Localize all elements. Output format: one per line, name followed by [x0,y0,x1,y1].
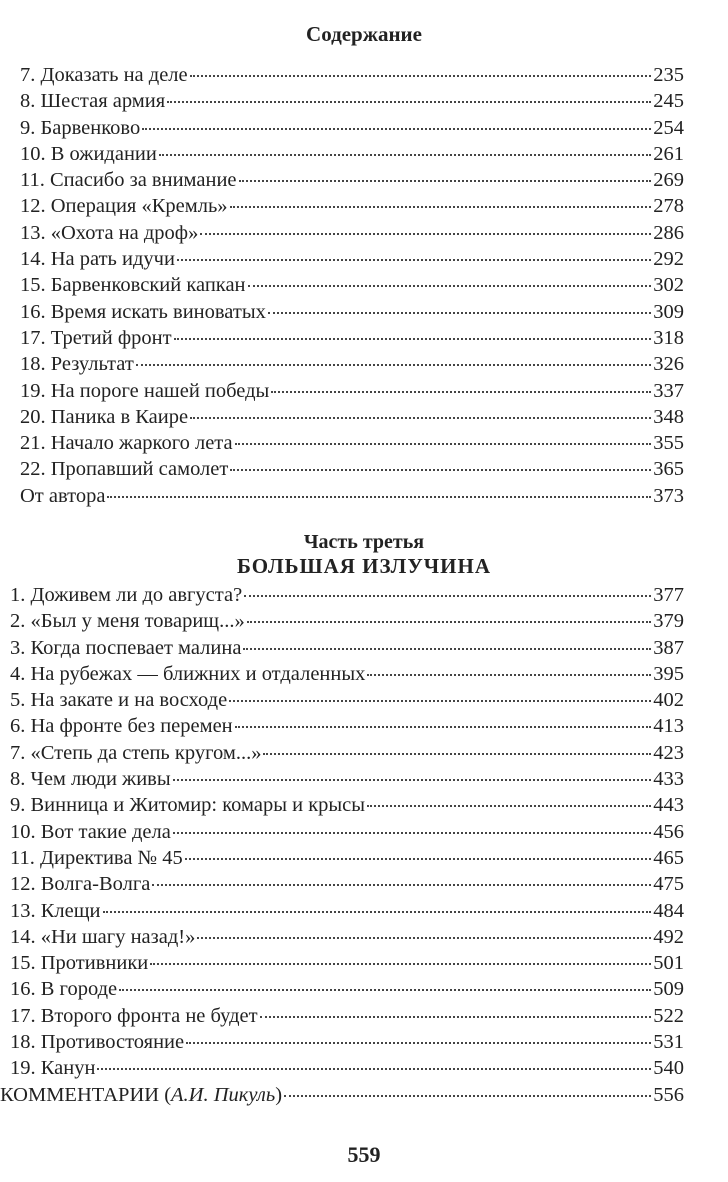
dot-leader [190,75,652,77]
dot-leader [190,417,651,419]
part-title: БОЛЬШАЯ ИЗЛУЧИНА [236,554,491,578]
toc-entry-title: 5. На закате и на восходе [10,689,228,712]
toc-entry [20,325,684,351]
toc-entry-page: 509 [653,978,684,1001]
dot-leader [248,285,652,287]
toc-entry [20,141,684,167]
dot-leader [152,884,651,886]
toc-entry [20,456,684,482]
comments-author: А.И. Пикуль [171,1083,276,1106]
toc-entry [10,740,684,766]
toc-entry-title: 14. «Ни шагу назад!» [10,925,196,948]
toc-entry-page: 475 [653,873,684,896]
toc-entry-title: 8. Чем люди живы [10,768,171,791]
toc-entry-page: 402 [653,689,684,712]
toc-entry-page: 413 [653,715,684,738]
toc-entry [20,88,684,114]
dot-leader [173,832,651,834]
toc-entry-title: 19. Канун [10,1057,96,1080]
dot-leader [239,180,652,182]
toc-entry-title: 21. Начало жаркого лета [20,432,233,455]
toc-entry-title: 19. На пороге нашей победы [20,379,270,402]
dot-leader [268,312,651,314]
toc-entry-page: 245 [653,90,684,113]
dot-leader [186,1042,651,1044]
toc-entry [10,976,684,1002]
toc-entry-page: 373 [653,484,684,507]
toc-entry-title: 12. Операция «Кремль» [20,195,228,218]
comments-prefix: КОММЕНТАРИИ ( [0,1083,172,1106]
dot-leader [150,963,651,965]
dot-leader [263,753,651,755]
toc-entry [10,898,684,924]
dot-leader [247,621,652,623]
toc-entry-title: 20. Паника в Каире [20,405,189,428]
page-number: 559 [347,1142,381,1167]
toc-entry-title: 17. Второго фронта не будет [10,1004,258,1027]
dot-leader [229,700,651,702]
toc-entry-title: 16. В городе [10,978,118,1001]
toc-entry-page: 433 [653,768,684,791]
toc-entry-title: 6. На фронте без перемен [10,715,233,738]
running-head: Содержание [306,22,422,46]
dot-leader [103,911,652,913]
toc-entry-page: 395 [653,662,684,685]
toc-entry-title: 3. Когда поспевает малина [10,636,242,659]
toc-entry-title: 8. Шестая армия [20,90,166,113]
toc-section-part3 [0,582,684,1108]
toc-entry [10,950,684,976]
dot-leader [260,1016,652,1018]
dot-leader [173,779,652,781]
toc-entry-page: 292 [653,248,684,271]
dot-leader [200,233,651,235]
part-label: Часть третья [303,531,425,553]
toc-entry-page: 484 [653,899,684,922]
toc-entry-title: 16. Время искать виноватых [20,300,266,323]
toc-entry-page: 254 [653,116,684,139]
toc-entry [20,404,684,430]
toc-entry-title: 10. В ожидании [20,142,157,165]
dot-leader [271,391,651,393]
toc-entry [10,766,684,792]
toc-entry-page: 365 [653,458,684,481]
toc-entry [10,845,684,871]
toc-entry-title: 22. Пропавший самолет [20,458,229,481]
toc-entry-title: 11. Директива № 45 [10,846,183,869]
toc-entry-title: 18. Результат [20,353,134,376]
dot-leader [367,805,651,807]
toc-entry [10,687,684,713]
toc-entry [20,483,684,509]
toc-entry-page: 540 [653,1057,684,1080]
toc-entry-page: 556 [653,1083,684,1106]
toc-entry-page: 387 [653,636,684,659]
toc-entry-title: 9. Винница и Житомир: комары и крысы [10,794,366,817]
toc-entry [10,924,684,950]
toc-entry-title: 7. «Степь да степь кругом...» [10,741,262,764]
toc-entry-page: 379 [653,610,684,633]
toc-entry [10,582,684,608]
dot-leader [235,443,652,445]
toc-entry [20,272,684,298]
toc-entry [20,220,684,246]
toc-entry [10,1003,684,1029]
toc-entry-title: 4. На рубежах — ближних и отдаленных [10,662,366,685]
toc-entry [10,819,684,845]
toc-entry-title: 13. Клещи [10,899,101,922]
toc-entry-page: 309 [653,300,684,323]
dot-leader [107,496,651,498]
dot-leader [284,1095,651,1097]
dot-leader [185,858,652,860]
toc-entry-page: 235 [653,64,684,86]
toc-entry-title: 15. Противники [10,952,149,975]
toc-entry-title: 1. Доживем ли до августа? [10,584,243,606]
toc-entry-page: 326 [653,353,684,376]
toc-entry-page: 278 [653,195,684,218]
part-heading [0,530,728,579]
toc-entry-page: 501 [653,952,684,975]
toc-entry-page: 261 [653,142,684,165]
toc-entry [20,351,684,377]
toc-entry [20,115,684,141]
toc-entry [10,871,684,897]
toc-entry [20,430,684,456]
toc-entry [20,167,684,193]
toc-entry-title: 10. Вот такие дела [10,820,171,843]
toc-entry-page: 302 [653,274,684,297]
toc-entry-title: 11. Спасибо за внимание [20,169,237,192]
dot-leader [197,937,651,939]
toc-entry-page: 492 [653,925,684,948]
toc-entry [10,608,684,634]
dot-leader [142,128,651,130]
dot-leader [167,101,651,103]
dot-leader [177,259,651,261]
toc-entry-title: 14. На рать идучи [20,248,175,271]
comments-suffix: ) [275,1083,283,1106]
dot-leader [97,1068,651,1070]
toc-entry [10,713,684,739]
toc-entry-title: 12. Волга-Волга [10,873,151,896]
toc-section-part2 [20,62,684,509]
toc-entry-page: 348 [653,405,684,428]
toc-entry-page: 423 [653,741,684,764]
toc-entry-page: 443 [653,794,684,817]
comments-title [0,1082,282,1108]
toc-entry-page: 522 [653,1004,684,1027]
toc-entry-page: 465 [653,846,684,869]
dot-leader [159,154,651,156]
toc-entry-title: 9. Барвенково [20,116,141,139]
dot-leader [367,674,651,676]
toc-entry [20,378,684,404]
toc-entry-title: 2. «Был у меня товарищ...» [10,610,245,633]
toc-entry [20,62,684,88]
toc-entry-title: 17. Третий фронт [20,326,172,349]
dot-leader [119,989,651,991]
toc-entry [20,246,684,272]
toc-entry-title: 18. Противостояние [10,1031,185,1054]
toc-entry-page: 337 [653,379,684,402]
toc-entry [10,792,684,818]
dot-leader [136,364,651,366]
dot-leader [230,206,652,208]
toc-entry-page: 531 [653,1031,684,1054]
dot-leader [230,469,651,471]
toc-entry-comments [0,1082,684,1108]
toc-entry-page: 377 [653,584,684,606]
toc-entry [10,661,684,687]
toc-entry-page: 318 [653,326,684,349]
toc-entry [20,299,684,325]
toc-entry-title: 13. «Охота на дроф» [20,221,199,244]
toc-entry-page: 269 [653,169,684,192]
dot-leader [244,595,651,597]
toc-entry-page: 456 [653,820,684,843]
dot-leader [174,338,652,340]
toc-entry-page: 355 [653,432,684,455]
toc-entry [10,1029,684,1055]
toc-entry [20,193,684,219]
toc-entry-title: 15. Барвенковский капкан [20,274,246,297]
toc-entry [10,1055,684,1081]
dot-leader [243,648,651,650]
dot-leader [235,726,652,728]
toc-entry [10,635,684,661]
toc-entry-title: От автора [20,484,106,507]
toc-entry-title: 7. Доказать на деле [20,64,188,86]
toc-entry-page: 286 [653,221,684,244]
